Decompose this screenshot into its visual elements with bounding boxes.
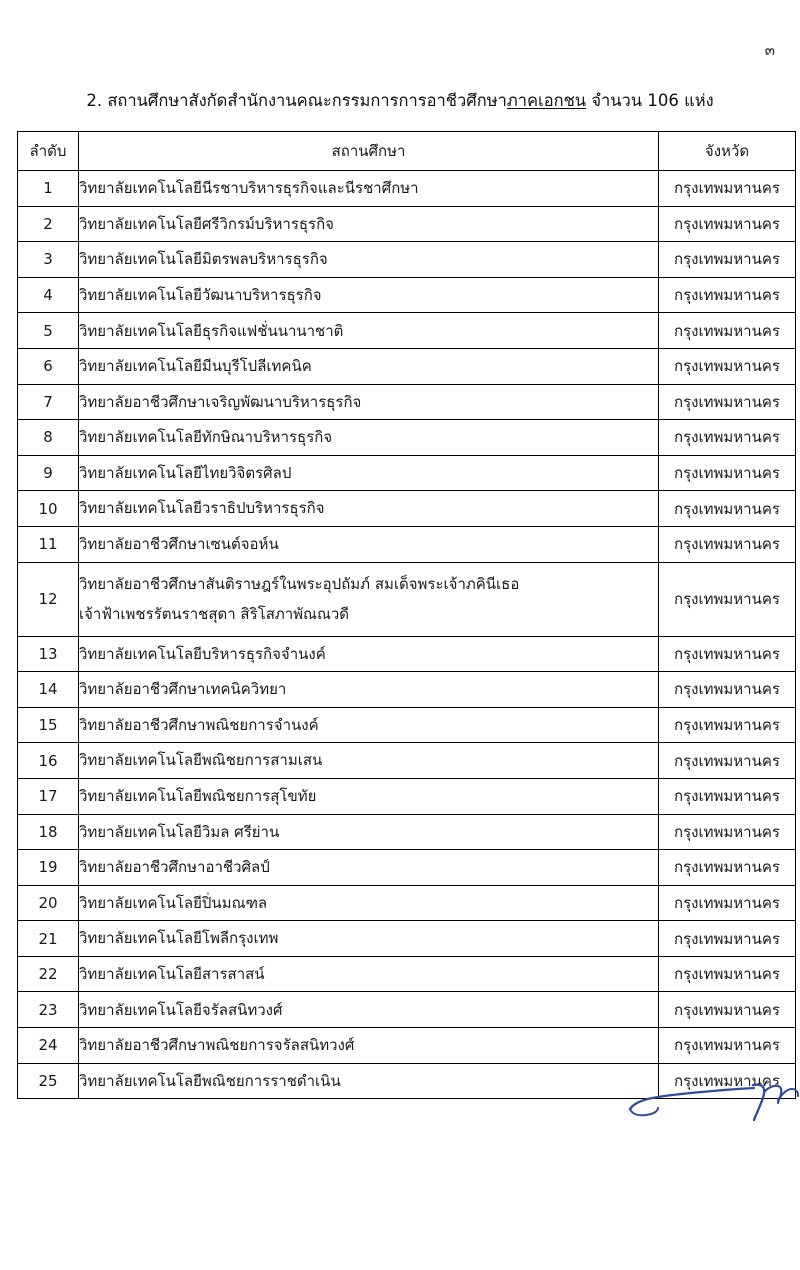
- cell-institution-name: [79, 277, 659, 313]
- cell-province: กรุงเทพมหานคร: [659, 313, 796, 349]
- cell-no: 14: [18, 672, 79, 708]
- cell-institution-name-line: วิทยาลัยเทคโนโลยีมีนบุรีโปลีเทคนิค: [79, 357, 312, 376]
- cell-no: 5: [18, 313, 79, 349]
- cell-no: 9: [18, 455, 79, 491]
- table-row: [18, 885, 796, 921]
- cell-institution-name: [79, 956, 659, 992]
- table-row: [18, 277, 796, 313]
- cell-institution-name: [79, 455, 659, 491]
- table-row: [18, 491, 796, 527]
- cell-no: 25: [18, 1063, 79, 1099]
- cell-institution-name-line: วิทยาลัยเทคโนโลยีนีรชาบริหารธุรกิจและนีรชาศึกษา: [79, 179, 419, 198]
- table-row: [18, 313, 796, 349]
- cell-institution-name-line: วิทยาลัยเทคโนโลยีบริหารธุรกิจจำนงค์: [79, 644, 326, 663]
- cell-institution-name: [79, 1063, 659, 1099]
- table-row: [18, 1028, 796, 1064]
- page-title-prefix: 2. สถานศึกษาสังกัดสำนักงานคณะกรรมการการอาชีวศึกษา: [86, 91, 507, 110]
- cell-institution-name: [79, 526, 659, 562]
- table-row: [18, 743, 796, 779]
- cell-no: 13: [18, 636, 79, 672]
- cell-institution-name: [79, 885, 659, 921]
- cell-no: 2: [18, 206, 79, 242]
- cell-institution-name-line: วิทยาลัยอาชีวศึกษาอาชีวศิลป์: [79, 858, 270, 877]
- cell-no: 1: [18, 171, 79, 207]
- table-body: [18, 171, 796, 1099]
- cell-institution-name-line: วิทยาลัยเทคโนโลยีไทยวิจิตรศิลป: [79, 463, 292, 482]
- cell-institution-name: [79, 814, 659, 850]
- cell-province: กรุงเทพมหานคร: [659, 672, 796, 708]
- cell-province: กรุงเทพมหานคร: [659, 992, 796, 1028]
- table-row: [18, 526, 796, 562]
- cell-institution-name-line: วิทยาลัยอาชีวศึกษาสันติราษฎร์ในพระอุปถัมภ์ สมเด็จพระเจ้าภคินีเธอ: [79, 575, 520, 594]
- cell-institution-name: [79, 743, 659, 779]
- table-row: [18, 1063, 796, 1099]
- cell-no: 8: [18, 420, 79, 456]
- cell-no: 19: [18, 850, 79, 886]
- cell-institution-name-line: วิทยาลัยเทคโนโลยีพณิชยการราชดำเนิน: [79, 1071, 341, 1090]
- table-row: [18, 778, 796, 814]
- table-row: [18, 814, 796, 850]
- cell-institution-name: [79, 672, 659, 708]
- cell-province: กรุงเทพมหานคร: [659, 277, 796, 313]
- table-row: [18, 636, 796, 672]
- cell-province: กรุงเทพมหานคร: [659, 814, 796, 850]
- cell-institution-name-line: วิทยาลัยเทคโนโลยีวิมล ศรีย่าน: [79, 822, 280, 841]
- cell-institution-name-line: วิทยาลัยเทคโนโลยีศรีวิกรม์บริหารธุรกิจ: [79, 214, 334, 233]
- cell-no: 15: [18, 707, 79, 743]
- cell-province: กรุงเทพมหานคร: [659, 743, 796, 779]
- table-row: [18, 562, 796, 636]
- page-number: ๓: [764, 41, 775, 59]
- table-row: [18, 992, 796, 1028]
- cell-institution-name-line: วิทยาลัยเทคโนโลยีวราธิปบริหารธุรกิจ: [79, 499, 325, 518]
- cell-institution-name-line: วิทยาลัยเทคโนโลยีมิตรพลบริหารธุรกิจ: [79, 250, 328, 269]
- cell-institution-name: [79, 992, 659, 1028]
- table-row: [18, 420, 796, 456]
- cell-institution-name-line: วิทยาลัยเทคโนโลยีวัฒนาบริหารธุรกิจ: [79, 285, 322, 304]
- table-row: [18, 455, 796, 491]
- table-row: [18, 956, 796, 992]
- cell-institution-name: [79, 171, 659, 207]
- cell-province: กรุงเทพมหานคร: [659, 850, 796, 886]
- cell-institution-name: [79, 491, 659, 527]
- cell-no: 23: [18, 992, 79, 1028]
- page-title: [0, 88, 800, 114]
- page-title-emphasis: ภาคเอกชน: [506, 91, 587, 110]
- cell-no: 20: [18, 885, 79, 921]
- table-row: [18, 206, 796, 242]
- cell-province: กรุงเทพมหานคร: [659, 348, 796, 384]
- table-row: [18, 707, 796, 743]
- cell-institution-name-line: วิทยาลัยอาชีวศึกษาเจริญพัฒนาบริหารธุรกิจ: [79, 392, 362, 411]
- cell-no: 3: [18, 242, 79, 278]
- institutions-table: [17, 131, 796, 1099]
- cell-institution-name: [79, 1028, 659, 1064]
- cell-province: กรุงเทพมหานคร: [659, 384, 796, 420]
- table-row: [18, 171, 796, 207]
- cell-no: 18: [18, 814, 79, 850]
- cell-institution-name: [79, 242, 659, 278]
- cell-institution-name-line: วิทยาลัยอาชีวศึกษาพณิชยการจรัลสนิทวงศ์: [79, 1036, 355, 1055]
- cell-province: กรุงเทพมหานคร: [659, 491, 796, 527]
- cell-institution-name: [79, 707, 659, 743]
- cell-institution-name-line: วิทยาลัยเทคโนโลยีพณิชยการสุโขทัย: [79, 787, 317, 806]
- table-row: [18, 384, 796, 420]
- page-title-suffix: จำนวน 106 แห่ง: [586, 91, 714, 110]
- table-row: [18, 921, 796, 957]
- cell-no: 24: [18, 1028, 79, 1064]
- cell-institution-name-line: วิทยาลัยเทคโนโลยีโพลีกรุงเทพ: [79, 929, 279, 948]
- cell-province: กรุงเทพมหานคร: [659, 1028, 796, 1064]
- table-row: [18, 672, 796, 708]
- cell-province: กรุงเทพมหานคร: [659, 1063, 796, 1099]
- cell-province: กรุงเทพมหานคร: [659, 778, 796, 814]
- table-row: [18, 348, 796, 384]
- column-header-province: จังหวัด: [659, 132, 796, 171]
- cell-province: กรุงเทพมหานคร: [659, 420, 796, 456]
- cell-province: กรุงเทพมหานคร: [659, 956, 796, 992]
- cell-no: 12: [18, 562, 79, 636]
- cell-institution-name: [79, 348, 659, 384]
- cell-no: 21: [18, 921, 79, 957]
- cell-province: กรุงเทพมหานคร: [659, 707, 796, 743]
- cell-province: กรุงเทพมหานคร: [659, 171, 796, 207]
- cell-province: กรุงเทพมหานคร: [659, 921, 796, 957]
- cell-no: 6: [18, 348, 79, 384]
- cell-institution-name-line: วิทยาลัยเทคโนโลยีสารสาสน์: [79, 965, 265, 984]
- cell-institution-name-line: วิทยาลัยเทคโนโลยีปิ่นมณฑล: [79, 893, 268, 912]
- cell-institution-name-line: วิทยาลัยเทคโนโลยีธุรกิจแฟชั่นนานาชาติ: [79, 321, 344, 340]
- cell-institution-name: [79, 562, 659, 636]
- cell-no: 4: [18, 277, 79, 313]
- cell-institution-name-line: วิทยาลัยอาชีวศึกษาเทคนิควิทยา: [79, 680, 287, 699]
- cell-province: กรุงเทพมหานคร: [659, 885, 796, 921]
- cell-institution-name: [79, 850, 659, 886]
- cell-province: กรุงเทพมหานคร: [659, 455, 796, 491]
- cell-province: กรุงเทพมหานคร: [659, 242, 796, 278]
- cell-institution-name: [79, 206, 659, 242]
- cell-no: 10: [18, 491, 79, 527]
- cell-institution-name-line: วิทยาลัยเทคโนโลยีทักษิณาบริหารธุรกิจ: [79, 428, 333, 447]
- cell-province: กรุงเทพมหานคร: [659, 562, 796, 636]
- cell-institution-name: [79, 384, 659, 420]
- cell-no: 16: [18, 743, 79, 779]
- table-row: [18, 850, 796, 886]
- cell-institution-name: [79, 778, 659, 814]
- institutions-table-container: [17, 131, 795, 1099]
- cell-province: กรุงเทพมหานคร: [659, 526, 796, 562]
- cell-institution-name-line: วิทยาลัยอาชีวศึกษาเซนต์จอห์น: [79, 535, 279, 554]
- table-header: [18, 132, 796, 171]
- cell-no: 7: [18, 384, 79, 420]
- cell-no: 11: [18, 526, 79, 562]
- cell-institution-name: [79, 313, 659, 349]
- cell-province: กรุงเทพมหานคร: [659, 206, 796, 242]
- cell-institution-name-line: เจ้าฟ้าเพชรรัตนราชสุดา สิริโสภาพัณณวดี: [79, 604, 350, 623]
- cell-institution-name-line: วิทยาลัยอาชีวศึกษาพณิชยการจำนงค์: [79, 715, 319, 734]
- column-header-name: สถานศึกษา: [79, 132, 659, 171]
- cell-no: 17: [18, 778, 79, 814]
- column-header-no: ลำดับ: [18, 132, 79, 171]
- cell-no: 22: [18, 956, 79, 992]
- cell-institution-name: [79, 921, 659, 957]
- cell-province: กรุงเทพมหานคร: [659, 636, 796, 672]
- cell-institution-name: [79, 420, 659, 456]
- cell-institution-name-line: วิทยาลัยเทคโนโลยีจรัลสนิทวงศ์: [79, 1000, 283, 1019]
- table-header-row: [18, 132, 796, 171]
- cell-institution-name: [79, 636, 659, 672]
- table-row: [18, 242, 796, 278]
- cell-institution-name-line: วิทยาลัยเทคโนโลยีพณิชยการสามเสน: [79, 751, 323, 770]
